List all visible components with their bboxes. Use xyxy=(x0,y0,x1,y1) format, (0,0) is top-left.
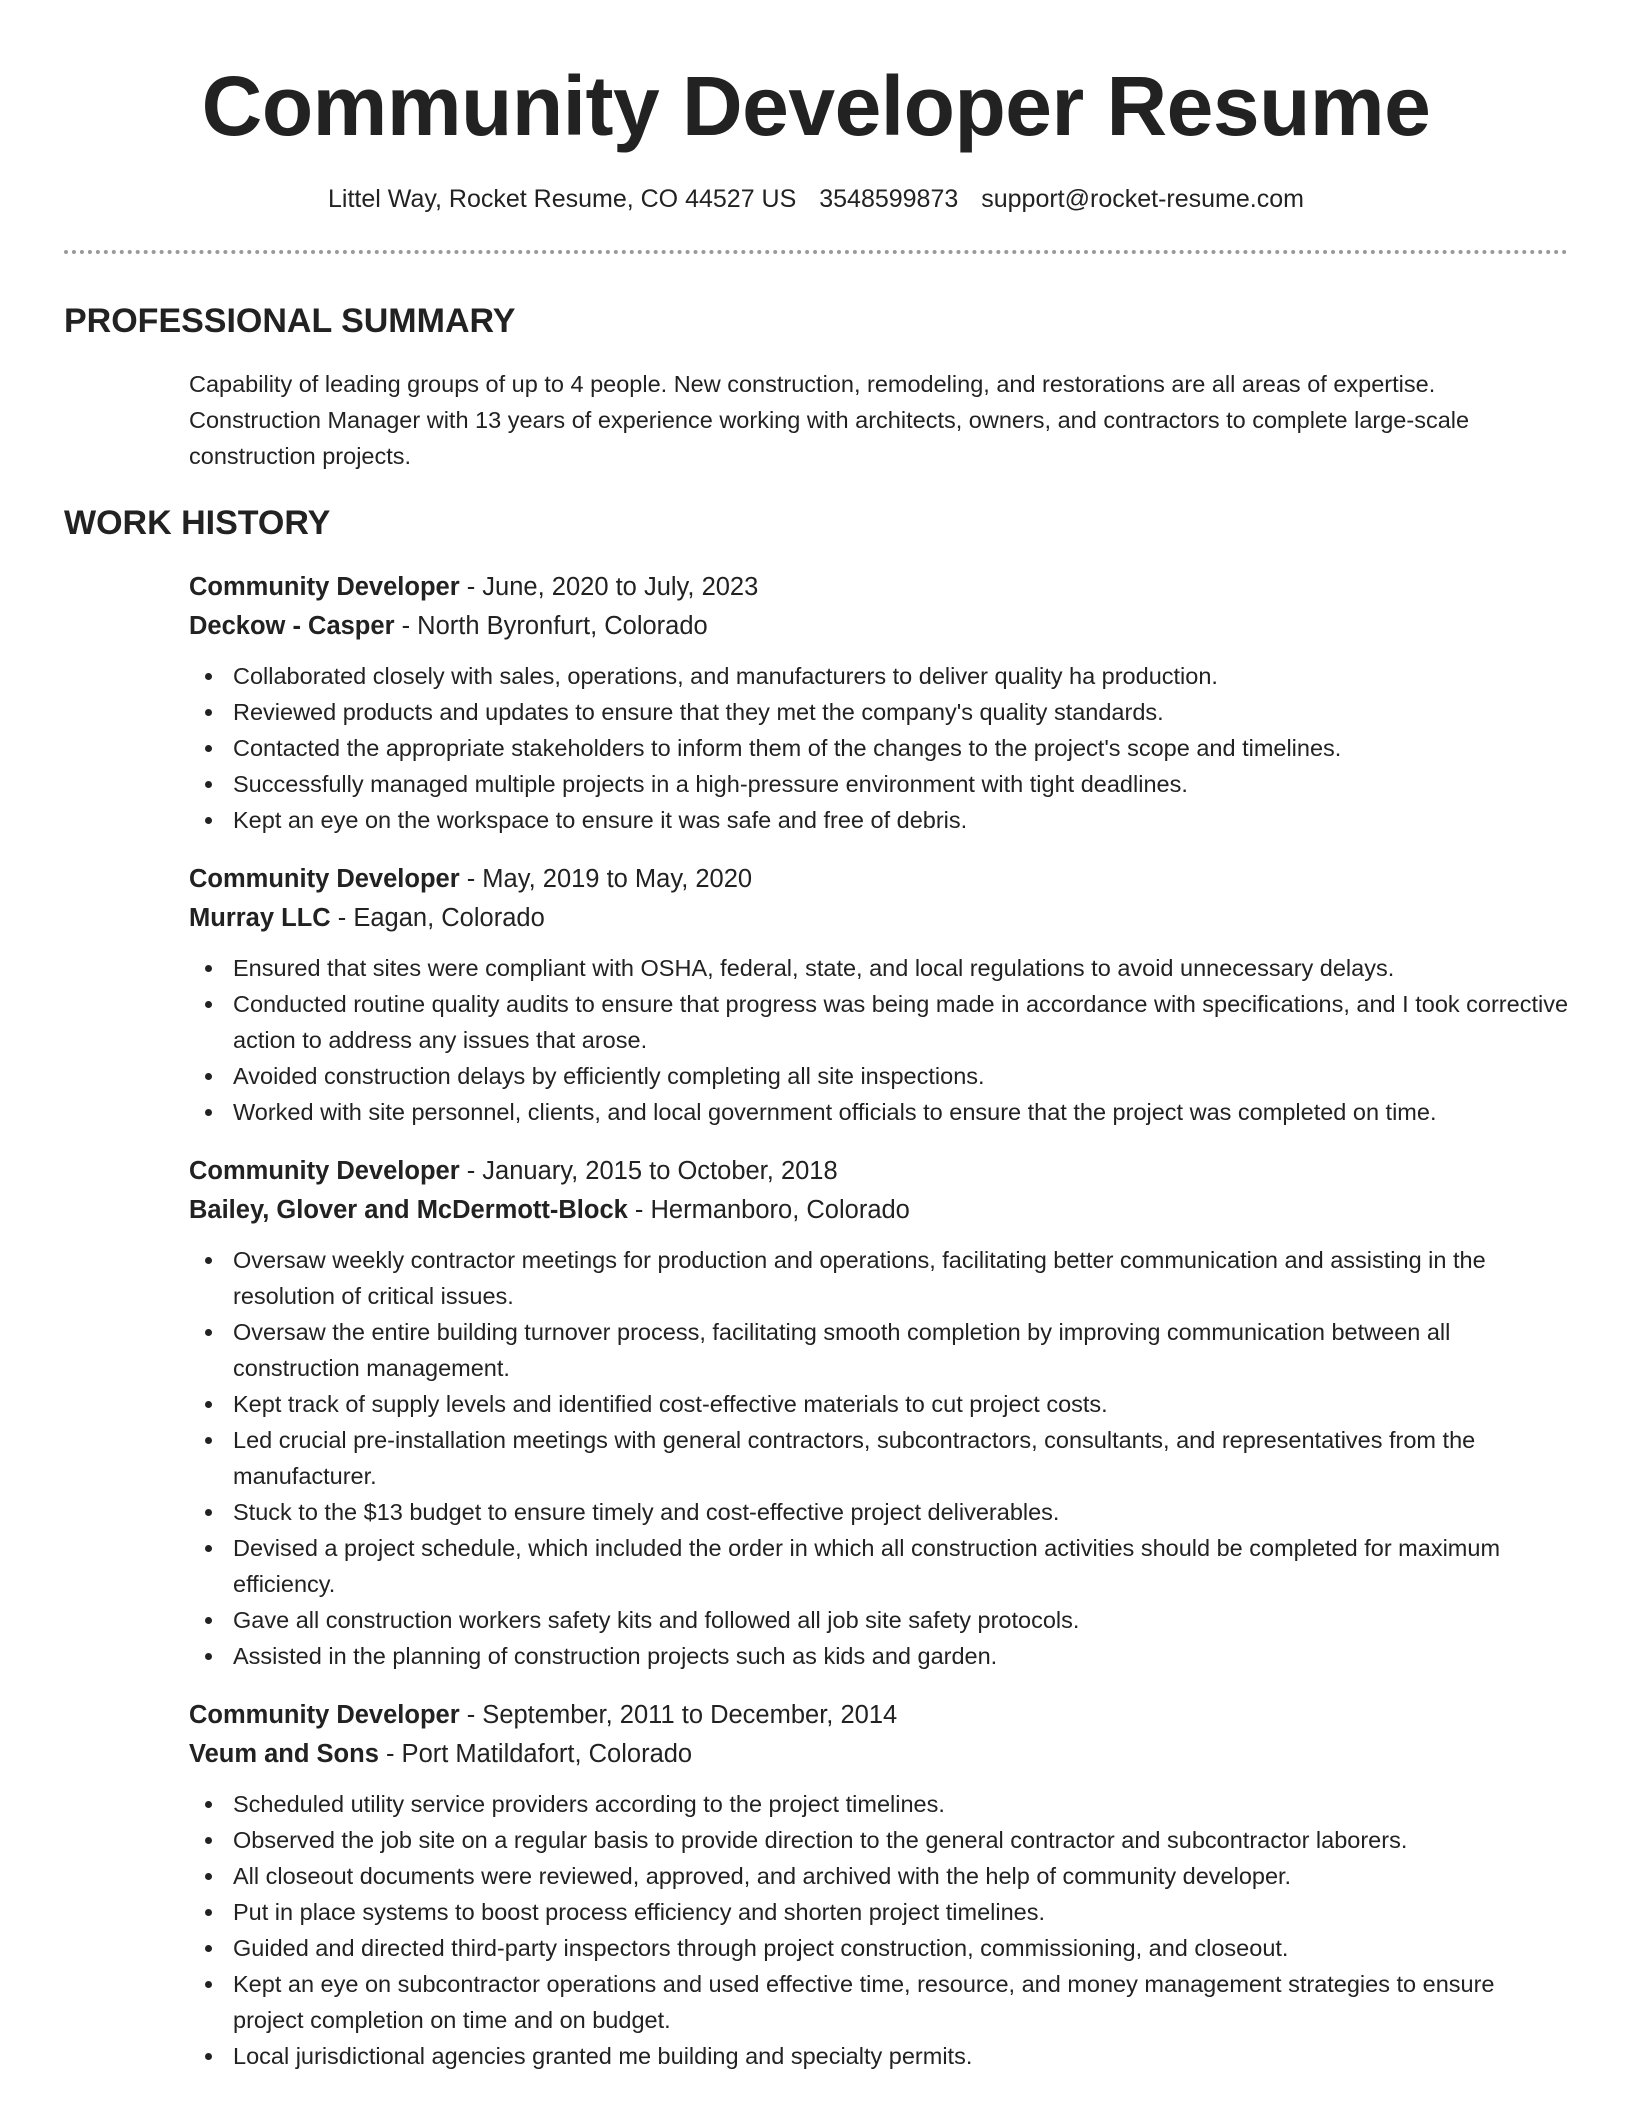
job-bullet: Kept track of supply levels and identified cost-effective materials to cut project costs. xyxy=(189,1386,1569,1422)
job-bullet: Kept an eye on subcontractor operations and used effective time, resource, and money management strategies to ensure project completion on time and on budget. xyxy=(189,1966,1569,2038)
job-dates: - January, 2015 to October, 2018 xyxy=(466,1157,838,1185)
job-bullet: Guided and directed third-party inspectors through project construction, commissioning, and closeout. xyxy=(189,1930,1569,1966)
job-company: Bailey, Glover and McDermott-Block xyxy=(189,1196,628,1224)
job-bullet: Oversaw weekly contractor meetings for production and operations, facilitating better communication and assisting in the resolution of critical issues. xyxy=(189,1242,1569,1314)
job-title: Community Developer xyxy=(189,573,460,601)
job-bullets xyxy=(189,1786,1569,2074)
job-company: Murray LLC xyxy=(189,904,331,932)
work-history-heading: WORK HISTORY xyxy=(64,504,331,542)
job-title-line xyxy=(189,1696,1569,1735)
job-bullet: Worked with site personnel, clients, and local government officials to ensure that the project was completed on time. xyxy=(189,1094,1569,1130)
resume-title: Community Developer Resume xyxy=(201,59,1431,153)
job-company-line xyxy=(189,899,1569,938)
job-company-line xyxy=(189,1735,1569,1774)
job-location: - Hermanboro, Colorado xyxy=(634,1196,910,1224)
job-bullet: Put in place systems to boost process efficiency and shorten project timelines. xyxy=(189,1894,1569,1930)
job-bullet: Assisted in the planning of construction projects such as kids and garden. xyxy=(189,1638,1569,1674)
job-bullet: Stuck to the $13 budget to ensure timely and cost-effective project deliverables. xyxy=(189,1494,1569,1530)
job-bullet: Successfully managed multiple projects in a high-pressure environment with tight deadlines. xyxy=(189,766,1569,802)
job-dates: - June, 2020 to July, 2023 xyxy=(466,573,759,601)
contact-email: support@rocket-resume.com xyxy=(981,185,1304,213)
summary-text: Capability of leading groups of up to 4 people. New construction, remodeling, and restorations are all areas of expertise. Construction Manager with 13 years of experience working with architects, owners, and contractors to complete large-scale construction projects. xyxy=(189,371,1470,469)
job-bullet: Ensured that sites were compliant with OSHA, federal, state, and local regulations to avoid unnecessary delays. xyxy=(189,950,1569,986)
job-bullet: All closeout documents were reviewed, approved, and archived with the help of community developer. xyxy=(189,1858,1569,1894)
job-location: - North Byronfurt, Colorado xyxy=(401,612,708,640)
job-bullet: Avoided construction delays by efficiently completing all site inspections. xyxy=(189,1058,1569,1094)
job-bullets xyxy=(189,658,1569,838)
contact-line xyxy=(0,182,1632,216)
contact-phone: 3548599873 xyxy=(819,185,959,213)
job-bullets xyxy=(189,950,1569,1130)
job-title-line xyxy=(189,1152,1569,1191)
job-title: Community Developer xyxy=(189,865,460,893)
job-bullet: Kept an eye on the workspace to ensure it was safe and free of debris. xyxy=(189,802,1569,838)
job-company-line xyxy=(189,607,1569,646)
job-bullet: Devised a project schedule, which included the order in which all construction activities should be completed for maximum efficiency. xyxy=(189,1530,1569,1602)
job-company-line xyxy=(189,1191,1569,1230)
job-dates: - September, 2011 to December, 2014 xyxy=(466,1701,898,1729)
job-title: Community Developer xyxy=(189,1157,460,1185)
job-title-line xyxy=(189,860,1569,899)
job-location: - Port Matildafort, Colorado xyxy=(385,1740,693,1768)
job-bullets xyxy=(189,1242,1569,1674)
job-bullet: Led crucial pre-installation meetings with general contractors, subcontractors, consultants, and representatives from the manufacturer. xyxy=(189,1422,1569,1494)
contact-address: Littel Way, Rocket Resume, CO 44527 US xyxy=(328,185,797,213)
job-bullet: Gave all construction workers safety kits and followed all job site safety protocols. xyxy=(189,1602,1569,1638)
job-bullet: Reviewed products and updates to ensure that they met the company's quality standards. xyxy=(189,694,1569,730)
job-bullet: Collaborated closely with sales, operations, and manufacturers to deliver quality ha production. xyxy=(189,658,1569,694)
job-company: Deckow - Casper xyxy=(189,612,395,640)
job-bullet: Conducted routine quality audits to ensure that progress was being made in accordance with specifications, and I took corrective action to address any issues that arose. xyxy=(189,986,1569,1058)
job-bullet: Oversaw the entire building turnover process, facilitating smooth completion by improving communication between all construction management. xyxy=(189,1314,1569,1386)
job-company: Veum and Sons xyxy=(189,1740,379,1768)
job-entry xyxy=(189,568,1569,838)
job-bullet: Scheduled utility service providers according to the project timelines. xyxy=(189,1786,1569,1822)
job-location: - Eagan, Colorado xyxy=(337,904,545,932)
job-title-line xyxy=(189,568,1569,607)
job-entry xyxy=(189,860,1569,1130)
summary-heading: PROFESSIONAL SUMMARY xyxy=(64,302,516,340)
job-title: Community Developer xyxy=(189,1701,460,1729)
job-bullet: Local jurisdictional agencies granted me building and specialty permits. xyxy=(189,2038,1569,2074)
work-history-list xyxy=(189,568,1569,2096)
job-entry xyxy=(189,1696,1569,2074)
job-bullet: Contacted the appropriate stakeholders to inform them of the changes to the project's scope and timelines. xyxy=(189,730,1569,766)
job-bullet: Observed the job site on a regular basis to provide direction to the general contractor and subcontractor laborers. xyxy=(189,1822,1569,1858)
job-dates: - May, 2019 to May, 2020 xyxy=(466,865,753,893)
job-entry xyxy=(189,1152,1569,1674)
header-divider xyxy=(64,250,1568,254)
